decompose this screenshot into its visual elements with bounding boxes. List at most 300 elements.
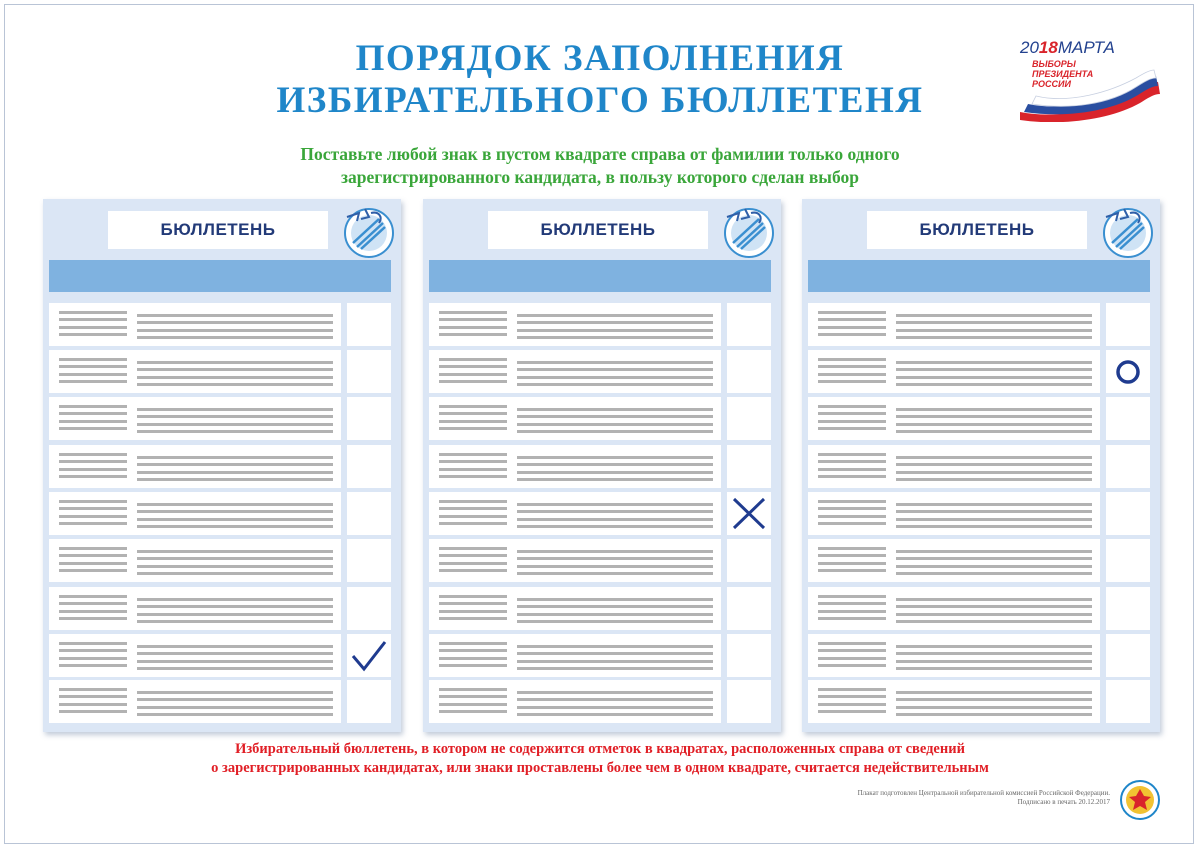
- vote-box[interactable]: [1106, 397, 1150, 440]
- placeholder-line: [439, 427, 507, 430]
- candidate-info: [808, 397, 1100, 440]
- vote-box[interactable]: [347, 303, 391, 346]
- vote-box[interactable]: [727, 350, 771, 393]
- placeholder-line: [896, 550, 1092, 553]
- placeholder-line: [59, 515, 127, 518]
- candidate-info: [808, 539, 1100, 582]
- placeholder-line: [896, 383, 1092, 386]
- placeholder-line: [818, 412, 886, 415]
- candidate-row: [429, 492, 771, 535]
- placeholder-line: [896, 691, 1092, 694]
- placeholder-line: [818, 380, 886, 383]
- placeholder-line: [517, 713, 713, 716]
- placeholder-line: [818, 460, 886, 463]
- placeholder-line: [439, 569, 507, 572]
- invalid-ballot-notice: [0, 740, 1200, 778]
- placeholder-line: [59, 507, 127, 510]
- placeholder-line: [137, 321, 333, 324]
- placeholder-line: [517, 463, 713, 466]
- placeholder-line: [517, 361, 713, 364]
- notice-line-1: Избирательный бюллетень, в котором не содержится отметок в квадратах, расположенных справа от сведений: [235, 741, 965, 757]
- placeholder-line: [439, 453, 507, 456]
- placeholder-line: [439, 695, 507, 698]
- placeholder-line: [896, 598, 1092, 601]
- logo-year-bold: 18: [1038, 38, 1058, 57]
- placeholder-line: [517, 652, 713, 655]
- ballot-header-bar: [429, 260, 771, 292]
- candidate-row: [49, 587, 391, 630]
- placeholder-line: [59, 380, 127, 383]
- placeholder-line: [818, 427, 886, 430]
- election-logo: [1020, 38, 1170, 122]
- placeholder-line: [59, 649, 127, 652]
- placeholder-line: [896, 329, 1092, 332]
- placeholder-line: [59, 710, 127, 713]
- placeholder-line: [517, 698, 713, 701]
- placeholder-line: [896, 645, 1092, 648]
- placeholder-line: [818, 595, 886, 598]
- placeholder-line: [439, 380, 507, 383]
- placeholder-line: [59, 562, 127, 565]
- title-line-1: ПОРЯДОК ЗАПОЛНЕНИЯ: [355, 38, 845, 79]
- vote-box[interactable]: [347, 539, 391, 582]
- cec-emblem-icon: [1098, 203, 1154, 259]
- placeholder-line: [517, 691, 713, 694]
- placeholder-line: [818, 710, 886, 713]
- placeholder-line: [59, 468, 127, 471]
- placeholder-line: [896, 565, 1092, 568]
- vote-box[interactable]: [1106, 539, 1150, 582]
- candidate-info: [808, 492, 1100, 535]
- placeholder-line: [59, 657, 127, 660]
- placeholder-line: [59, 642, 127, 645]
- placeholder-line: [896, 660, 1092, 663]
- placeholder-line: [137, 368, 333, 371]
- placeholder-line: [137, 518, 333, 521]
- placeholder-line: [517, 518, 713, 521]
- candidate-row: [49, 303, 391, 346]
- vote-box[interactable]: [1106, 350, 1150, 393]
- placeholder-line: [439, 522, 507, 525]
- placeholder-line: [896, 613, 1092, 616]
- placeholder-line: [439, 515, 507, 518]
- placeholder-line: [59, 522, 127, 525]
- vote-box[interactable]: [727, 445, 771, 488]
- candidate-info: [429, 350, 721, 393]
- placeholder-line: [818, 453, 886, 456]
- placeholder-line: [59, 365, 127, 368]
- placeholder-line: [517, 415, 713, 418]
- placeholder-line: [137, 383, 333, 386]
- candidate-row: [429, 634, 771, 677]
- placeholder-line: [439, 365, 507, 368]
- logo-caption-line-1: ВЫБОРЫ: [1032, 59, 1076, 69]
- placeholder-line: [896, 713, 1092, 716]
- placeholder-line: [896, 415, 1092, 418]
- placeholder-line: [137, 550, 333, 553]
- candidate-row: [808, 397, 1150, 440]
- placeholder-line: [517, 383, 713, 386]
- placeholder-line: [439, 412, 507, 415]
- candidate-info: [429, 539, 721, 582]
- placeholder-line: [137, 713, 333, 716]
- candidate-row: [49, 397, 391, 440]
- candidate-info: [49, 445, 341, 488]
- placeholder-line: [818, 642, 886, 645]
- placeholder-line: [896, 321, 1092, 324]
- placeholder-line: [896, 503, 1092, 506]
- vote-box[interactable]: [347, 445, 391, 488]
- candidate-info: [49, 492, 341, 535]
- candidate-info: [808, 350, 1100, 393]
- placeholder-line: [59, 405, 127, 408]
- candidate-info: [808, 445, 1100, 488]
- placeholder-line: [59, 617, 127, 620]
- placeholder-line: [137, 572, 333, 575]
- placeholder-line: [439, 475, 507, 478]
- placeholder-line: [517, 471, 713, 474]
- placeholder-line: [439, 460, 507, 463]
- vote-box[interactable]: [347, 680, 391, 723]
- candidate-info: [429, 492, 721, 535]
- logo-date: [1020, 38, 1170, 58]
- placeholder-line: [517, 598, 713, 601]
- placeholder-line: [818, 373, 886, 376]
- placeholder-line: [896, 376, 1092, 379]
- placeholder-line: [517, 478, 713, 481]
- vote-box[interactable]: [727, 303, 771, 346]
- placeholder-line: [137, 510, 333, 513]
- vote-box[interactable]: [347, 587, 391, 630]
- placeholder-line: [517, 613, 713, 616]
- placeholder-line: [439, 405, 507, 408]
- placeholder-line: [137, 471, 333, 474]
- instruction-line-1: Поставьте любой знак в пустом квадрате справа от фамилии только одного: [300, 144, 900, 164]
- placeholder-line: [896, 423, 1092, 426]
- placeholder-line: [517, 572, 713, 575]
- placeholder-line: [818, 468, 886, 471]
- placeholder-line: [439, 311, 507, 314]
- candidate-info: [49, 350, 341, 393]
- logo-caption-line-2: ПРЕЗИДЕНТА: [1032, 69, 1094, 79]
- vote-box[interactable]: [347, 492, 391, 535]
- placeholder-line: [59, 475, 127, 478]
- placeholder-line: [818, 602, 886, 605]
- ballot-header-bar: [49, 260, 391, 292]
- ballot-header: БЮЛЛЕТЕНЬ: [488, 211, 708, 249]
- candidate-row: [808, 634, 1150, 677]
- placeholder-line: [439, 500, 507, 503]
- placeholder-line: [439, 333, 507, 336]
- placeholder-line: [896, 456, 1092, 459]
- placeholder-line: [137, 525, 333, 528]
- candidate-info: [429, 445, 721, 488]
- placeholder-line: [439, 617, 507, 620]
- notice-line-2: о зарегистрированных кандидатах, или знаки проставлены более чем в одном квадрате, считается недействительным: [211, 760, 989, 776]
- candidate-info: [49, 397, 341, 440]
- placeholder-line: [439, 595, 507, 598]
- placeholder-line: [439, 468, 507, 471]
- placeholder-line: [137, 478, 333, 481]
- placeholder-line: [818, 318, 886, 321]
- placeholder-line: [818, 333, 886, 336]
- placeholder-line: [59, 610, 127, 613]
- placeholder-line: [439, 547, 507, 550]
- placeholder-line: [818, 365, 886, 368]
- placeholder-line: [818, 547, 886, 550]
- logo-year-prefix: 20: [1020, 38, 1039, 57]
- placeholder-line: [517, 605, 713, 608]
- placeholder-line: [818, 515, 886, 518]
- candidate-row: [808, 445, 1150, 488]
- placeholder-line: [517, 336, 713, 339]
- vote-box[interactable]: [1106, 492, 1150, 535]
- placeholder-line: [439, 710, 507, 713]
- vote-box[interactable]: [1106, 680, 1150, 723]
- placeholder-line: [517, 525, 713, 528]
- placeholder-line: [439, 610, 507, 613]
- vote-box[interactable]: [727, 634, 771, 677]
- vote-box[interactable]: [727, 492, 771, 535]
- placeholder-line: [59, 453, 127, 456]
- placeholder-line: [818, 610, 886, 613]
- placeholder-line: [818, 522, 886, 525]
- candidate-row: [49, 350, 391, 393]
- candidate-row: [429, 397, 771, 440]
- cec-seal-icon: [1119, 779, 1161, 821]
- placeholder-line: [896, 361, 1092, 364]
- placeholder-line: [517, 660, 713, 663]
- placeholder-line: [137, 667, 333, 670]
- candidate-info: [429, 397, 721, 440]
- candidate-info: [49, 303, 341, 346]
- placeholder-line: [517, 314, 713, 317]
- candidate-row: [808, 680, 1150, 723]
- candidate-info: [808, 680, 1100, 723]
- logo-caption-line-3: РОССИИ: [1032, 79, 1071, 89]
- placeholder-line: [517, 706, 713, 709]
- placeholder-line: [517, 620, 713, 623]
- candidate-row: [808, 587, 1150, 630]
- placeholder-line: [818, 649, 886, 652]
- placeholder-line: [818, 507, 886, 510]
- placeholder-line: [439, 318, 507, 321]
- vote-box[interactable]: [1106, 634, 1150, 677]
- vote-box[interactable]: [727, 680, 771, 723]
- placeholder-line: [896, 478, 1092, 481]
- vote-box[interactable]: [347, 634, 391, 677]
- placeholder-line: [896, 430, 1092, 433]
- placeholder-line: [59, 333, 127, 336]
- candidate-info: [49, 680, 341, 723]
- placeholder-line: [137, 329, 333, 332]
- placeholder-line: [137, 598, 333, 601]
- placeholder-line: [439, 420, 507, 423]
- ballot-header: БЮЛЛЕТЕНЬ: [867, 211, 1087, 249]
- vote-box[interactable]: [727, 539, 771, 582]
- logo-month: МАРТА: [1057, 38, 1115, 57]
- placeholder-line: [137, 408, 333, 411]
- candidate-info: [429, 680, 721, 723]
- placeholder-line: [517, 565, 713, 568]
- placeholder-line: [137, 557, 333, 560]
- placeholder-line: [137, 376, 333, 379]
- placeholder-line: [137, 361, 333, 364]
- placeholder-line: [896, 572, 1092, 575]
- instruction-text: [0, 143, 1200, 189]
- placeholder-line: [137, 456, 333, 459]
- vote-box[interactable]: [727, 397, 771, 440]
- placeholder-line: [517, 430, 713, 433]
- placeholder-line: [59, 569, 127, 572]
- candidate-row: [808, 303, 1150, 346]
- placeholder-line: [818, 420, 886, 423]
- placeholder-line: [439, 642, 507, 645]
- candidate-row: [808, 350, 1150, 393]
- placeholder-line: [818, 657, 886, 660]
- placeholder-line: [137, 430, 333, 433]
- vote-box[interactable]: [347, 350, 391, 393]
- candidate-row: [49, 445, 391, 488]
- placeholder-line: [439, 373, 507, 376]
- vote-box[interactable]: [727, 587, 771, 630]
- placeholder-line: [517, 368, 713, 371]
- placeholder-line: [59, 420, 127, 423]
- placeholder-line: [517, 667, 713, 670]
- placeholder-line: [59, 695, 127, 698]
- vote-box[interactable]: [1106, 587, 1150, 630]
- candidate-row: [49, 634, 391, 677]
- placeholder-line: [818, 562, 886, 565]
- placeholder-line: [517, 456, 713, 459]
- placeholder-line: [137, 645, 333, 648]
- placeholder-line: [896, 408, 1092, 411]
- placeholder-line: [896, 368, 1092, 371]
- placeholder-line: [896, 336, 1092, 339]
- placeholder-line: [517, 321, 713, 324]
- circle-mark-icon: [1106, 350, 1150, 393]
- placeholder-line: [59, 602, 127, 605]
- placeholder-line: [818, 405, 886, 408]
- placeholder-line: [137, 463, 333, 466]
- placeholder-line: [896, 314, 1092, 317]
- placeholder-line: [59, 311, 127, 314]
- placeholder-line: [818, 703, 886, 706]
- candidate-row: [429, 680, 771, 723]
- placeholder-line: [517, 423, 713, 426]
- placeholder-line: [59, 688, 127, 691]
- placeholder-line: [439, 326, 507, 329]
- instruction-line-2: зарегистрированного кандидата, в пользу которого сделан выбор: [341, 167, 859, 187]
- candidate-row: [808, 539, 1150, 582]
- vote-box[interactable]: [1106, 445, 1150, 488]
- imprint: [780, 789, 1110, 807]
- placeholder-line: [517, 408, 713, 411]
- candidate-info: [49, 634, 341, 677]
- placeholder-line: [439, 562, 507, 565]
- placeholder-line: [59, 664, 127, 667]
- placeholder-line: [818, 688, 886, 691]
- candidate-info: [808, 587, 1100, 630]
- russian-flag-ribbon-icon: [1020, 68, 1170, 122]
- placeholder-line: [896, 667, 1092, 670]
- placeholder-line: [439, 602, 507, 605]
- placeholder-line: [137, 698, 333, 701]
- candidate-row: [429, 303, 771, 346]
- placeholder-line: [517, 329, 713, 332]
- placeholder-line: [517, 503, 713, 506]
- placeholder-line: [517, 376, 713, 379]
- ballot-sample-2: [423, 199, 781, 732]
- placeholder-line: [137, 415, 333, 418]
- placeholder-line: [818, 617, 886, 620]
- ballot-header-bar: [808, 260, 1150, 292]
- placeholder-line: [818, 695, 886, 698]
- check-mark-icon: [347, 634, 391, 677]
- candidate-row: [808, 492, 1150, 535]
- ballot-sample-1: [43, 199, 401, 732]
- placeholder-line: [59, 554, 127, 557]
- vote-box[interactable]: [1106, 303, 1150, 346]
- cec-emblem-icon: [339, 203, 395, 259]
- placeholder-line: [439, 657, 507, 660]
- placeholder-line: [896, 525, 1092, 528]
- candidate-row: [49, 539, 391, 582]
- vote-box[interactable]: [347, 397, 391, 440]
- placeholder-line: [818, 554, 886, 557]
- placeholder-line: [137, 691, 333, 694]
- placeholder-line: [818, 664, 886, 667]
- placeholder-line: [137, 706, 333, 709]
- placeholder-line: [818, 358, 886, 361]
- candidate-info: [429, 634, 721, 677]
- placeholder-line: [59, 412, 127, 415]
- placeholder-line: [137, 605, 333, 608]
- imprint-line-1: Плакат подготовлен Центральной избирательной комиссией Российской Федерации.: [857, 789, 1110, 797]
- placeholder-line: [517, 645, 713, 648]
- ballot-sample-3: [802, 199, 1160, 732]
- placeholder-line: [137, 314, 333, 317]
- candidate-info: [808, 634, 1100, 677]
- placeholder-line: [137, 503, 333, 506]
- placeholder-line: [439, 507, 507, 510]
- placeholder-line: [137, 423, 333, 426]
- placeholder-line: [818, 500, 886, 503]
- placeholder-line: [896, 698, 1092, 701]
- placeholder-line: [59, 460, 127, 463]
- placeholder-line: [896, 518, 1092, 521]
- placeholder-line: [59, 427, 127, 430]
- placeholder-line: [439, 358, 507, 361]
- placeholder-line: [896, 706, 1092, 709]
- candidate-row: [49, 680, 391, 723]
- ballot-header: БЮЛЛЕТЕНЬ: [108, 211, 328, 249]
- candidate-info: [49, 587, 341, 630]
- placeholder-line: [896, 471, 1092, 474]
- placeholder-line: [59, 500, 127, 503]
- placeholder-line: [818, 569, 886, 572]
- placeholder-line: [517, 510, 713, 513]
- placeholder-line: [896, 510, 1092, 513]
- placeholder-line: [517, 550, 713, 553]
- placeholder-line: [137, 652, 333, 655]
- candidate-row: [429, 539, 771, 582]
- candidate-row: [49, 492, 391, 535]
- placeholder-line: [59, 358, 127, 361]
- candidate-info: [429, 303, 721, 346]
- candidate-info: [49, 539, 341, 582]
- placeholder-line: [59, 547, 127, 550]
